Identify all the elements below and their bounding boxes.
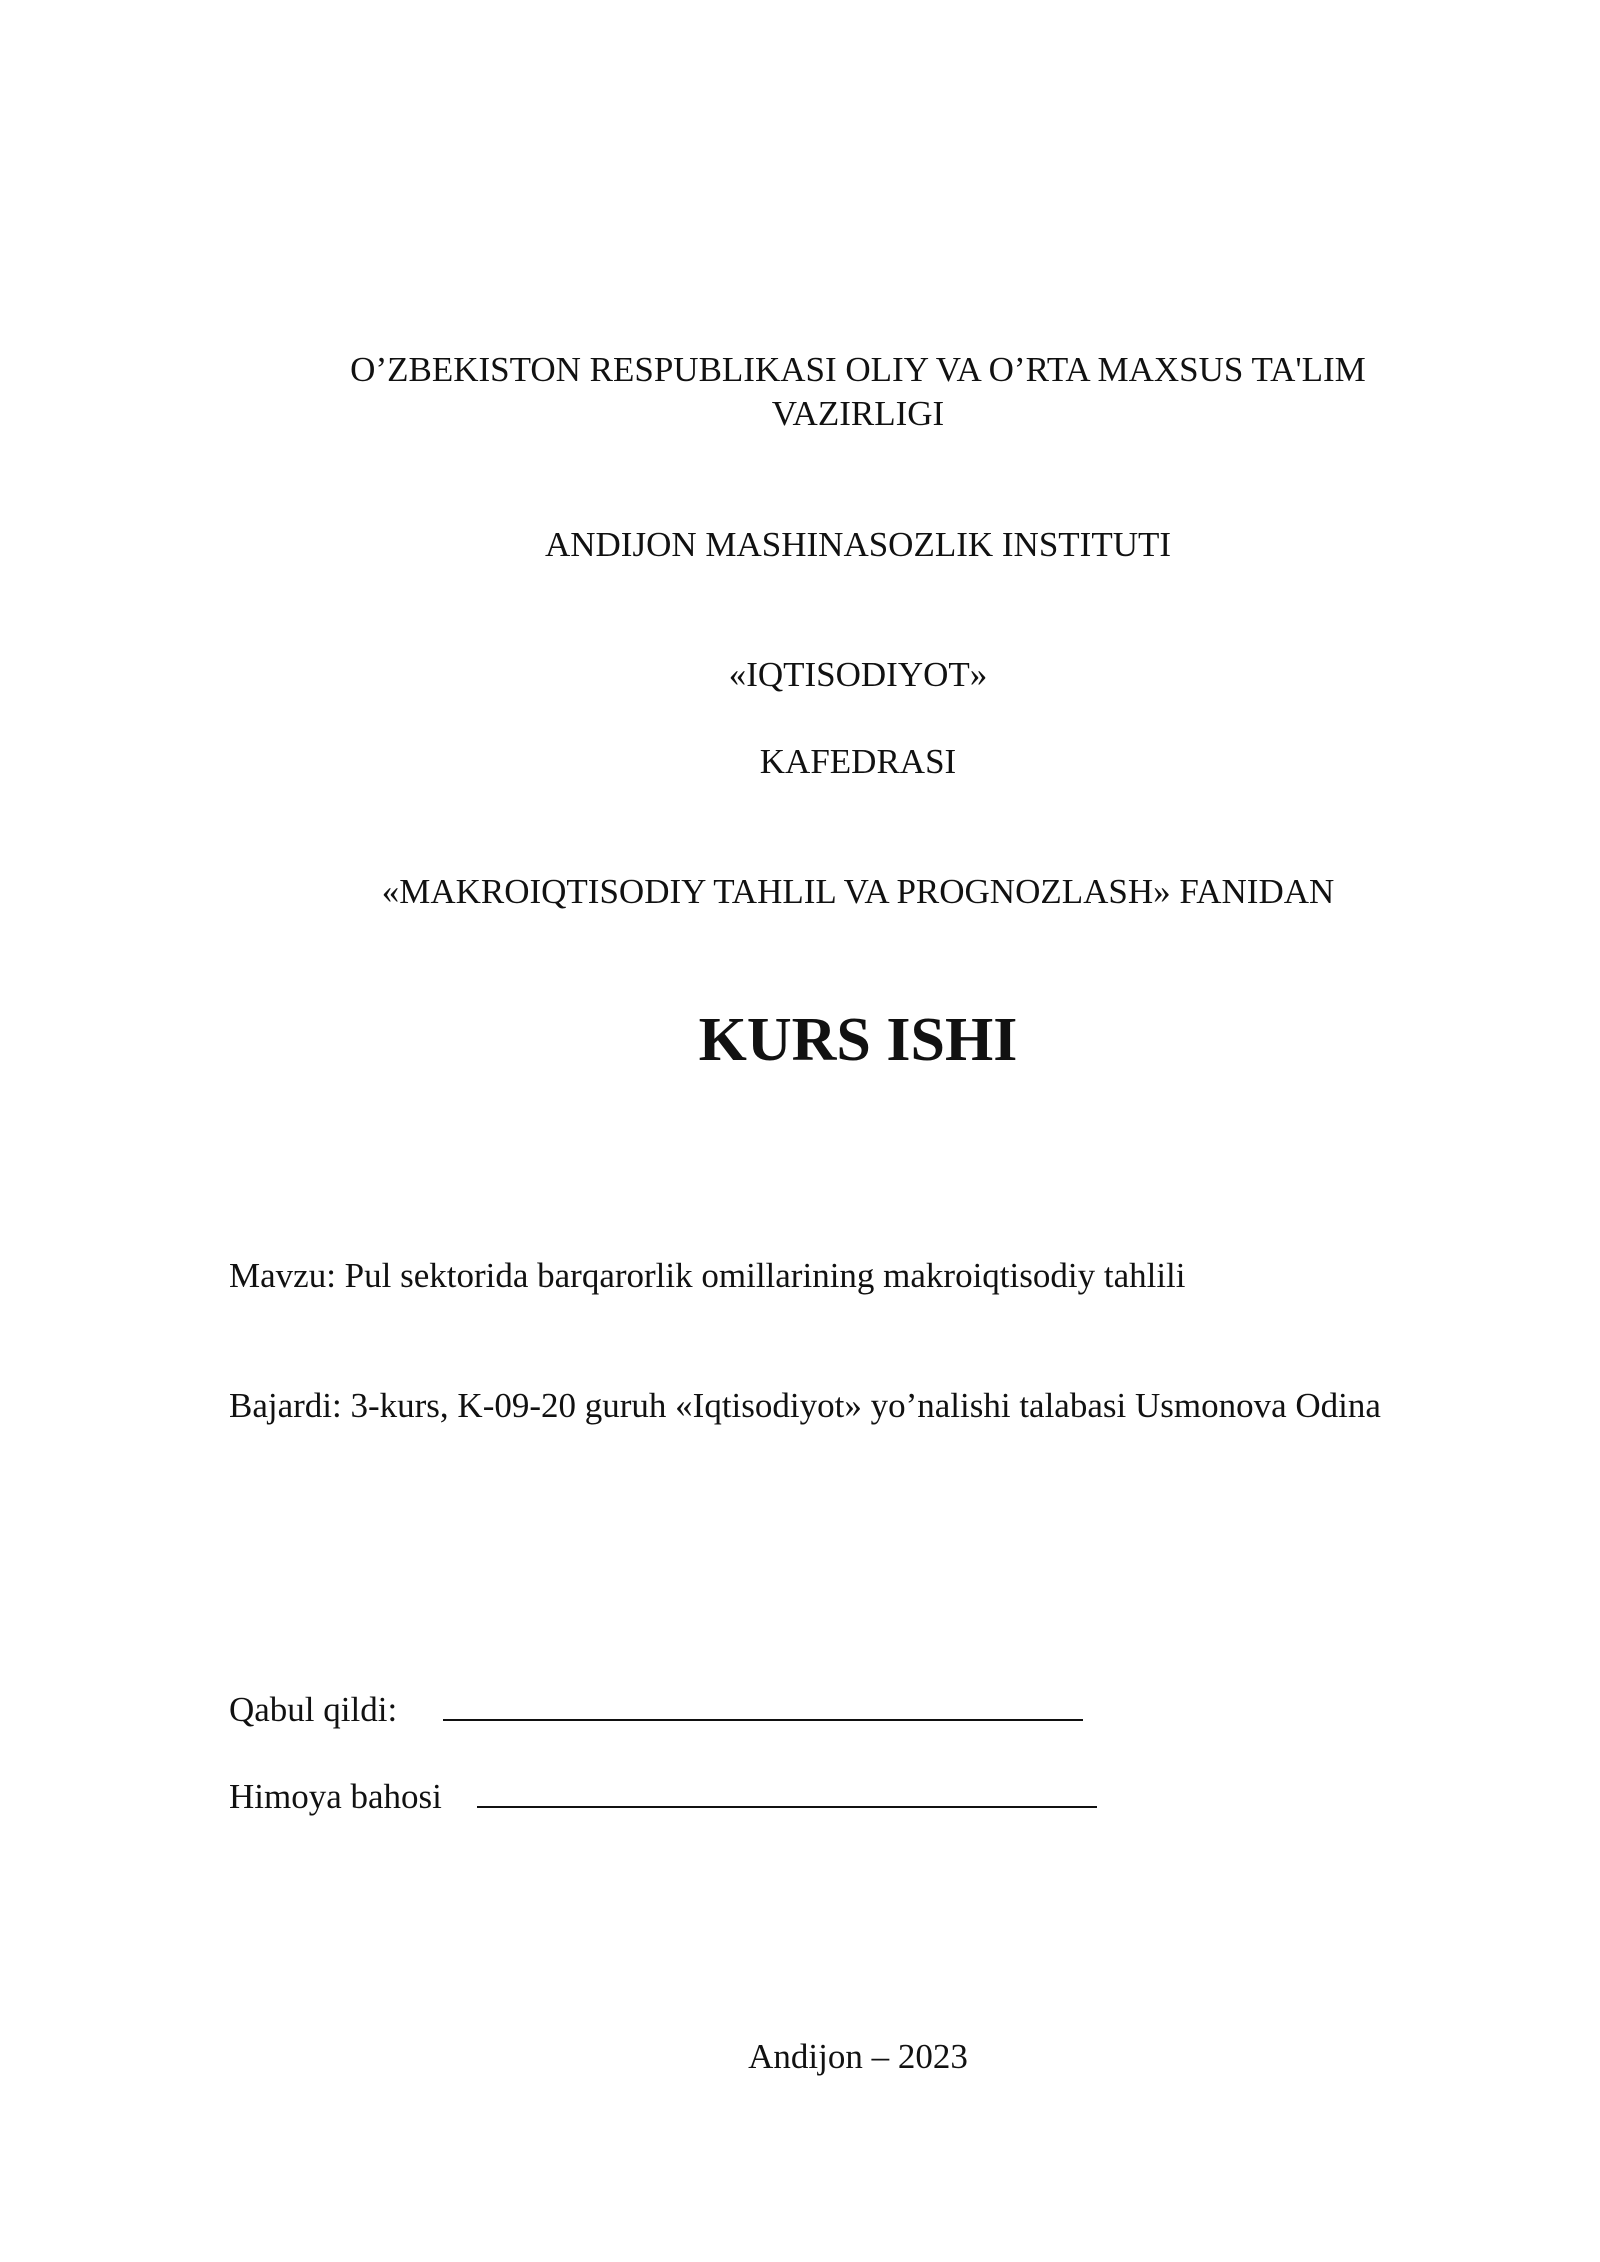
accepted-signature-field[interactable] — [443, 1689, 1083, 1721]
topic-line: Mavzu: Pul sektorida barqarorlik omillarining makroiqtisodiy tahlili — [229, 1256, 1186, 1295]
ministry-line-2: VAZIRLIGI — [771, 394, 945, 433]
department-name: «IQTISODIYOT» — [728, 655, 988, 694]
accepted-row — [229, 1688, 1083, 1732]
place-year: Andijon – 2023 — [748, 2037, 968, 2076]
accepted-label: Qabul qildi: — [229, 1690, 398, 1729]
document-title: KURS ISHI — [698, 1006, 1018, 1074]
grade-field[interactable] — [477, 1776, 1097, 1808]
subject-line: «MAKROIQTISODIY TAHLIL VA PROGNOZLASH» FANIDAN — [381, 872, 1335, 911]
institute-name: ANDIJON MASHINASOZLIK INSTITUTI — [544, 525, 1172, 564]
department-label: KAFEDRASI — [759, 742, 957, 781]
grade-row — [229, 1775, 1097, 1819]
grade-label: Himoya bahosi — [229, 1777, 442, 1816]
ministry-line-1: O’ZBEKISTON RESPUBLIKASI OLIY VA O’RTA MAXSUS TA'LIM — [350, 350, 1366, 389]
ministry-heading — [200, 348, 1516, 436]
performer-line: Bajardi: 3-kurs, K-09-20 guruh «Iqtisodiyot» yo’nalishi talabasi Usmonova Odina — [229, 1386, 1381, 1425]
